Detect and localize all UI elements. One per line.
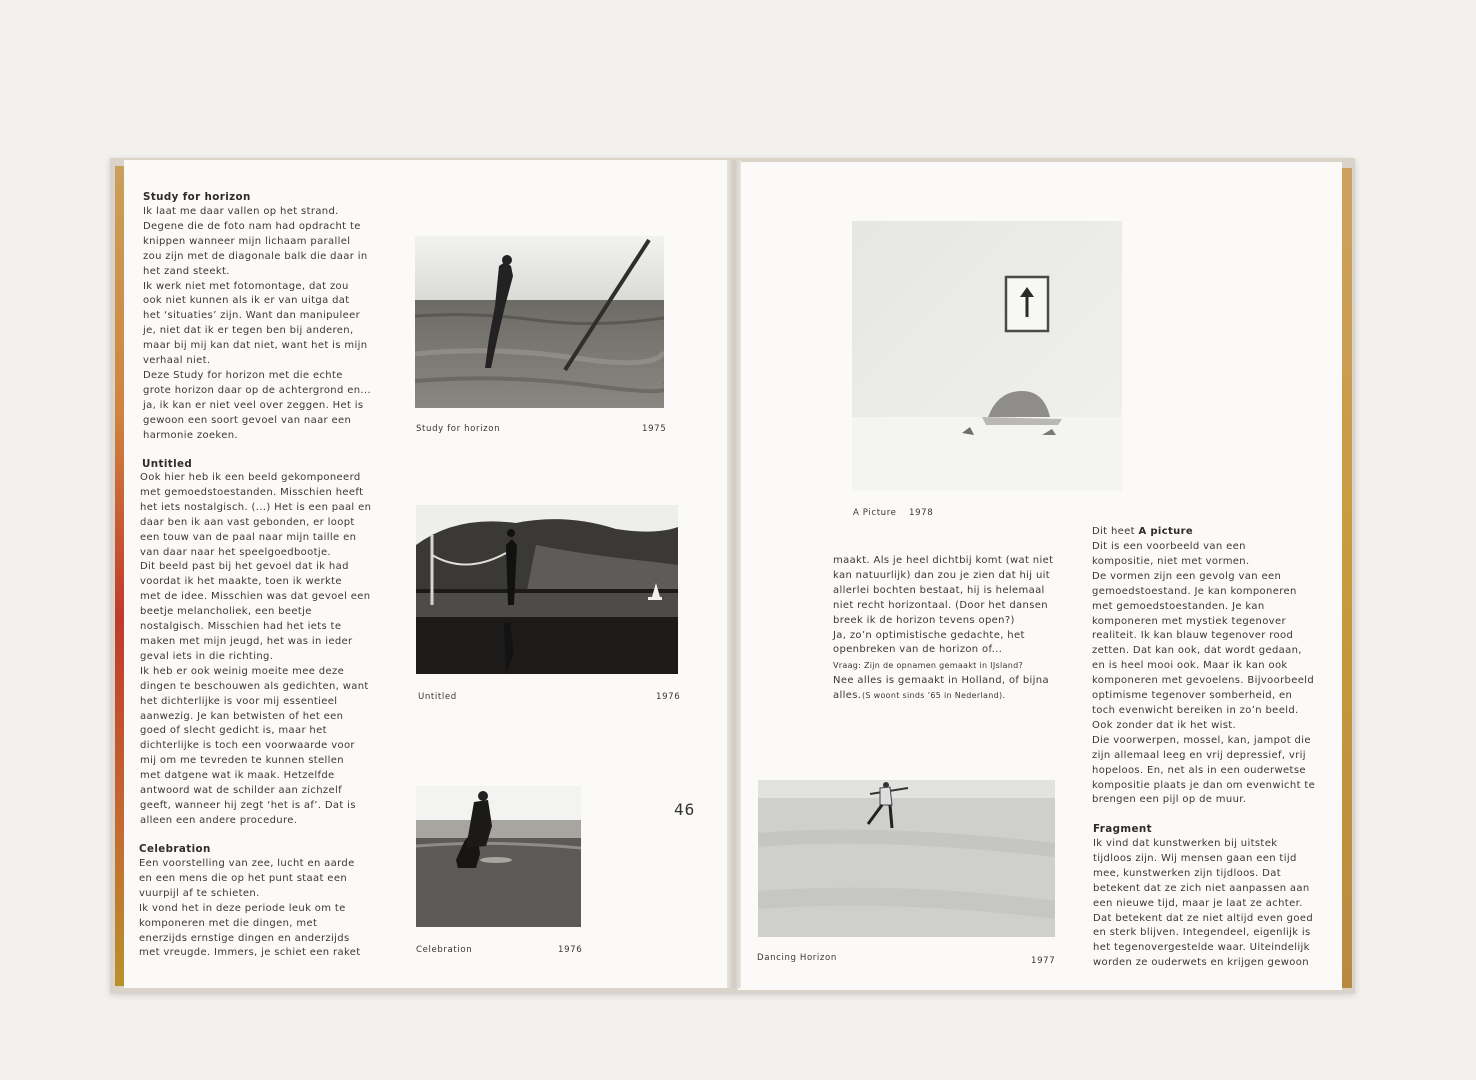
a-picture-heading: A picture — [1138, 526, 1193, 537]
study-body: Ik laat me daar vallen op het strand. Degene die de foto nam had opdracht te knippen wanneer mijn lichaam parallel zou zijn met de diagonale balk die daar in het zand steekt. Ik werk niet met fotomontage, dat zou ook niet kunnen als ik er van uitga dat het ‘situaties’ zijn. Want dan manipuleer je, niet dat ik er tegen ben bij anderen, maar bij mij kan dat niet, want het is mijn verhaal niet. Deze Study for horizon met die echte grote horizon daar op de achtergrond en... ja, ik kan er niet veel over zeggen. Het is gewoon een soort gevoel van naar een harmonie zoeken. — [143, 206, 371, 441]
photo-study-for-horizon — [415, 236, 664, 408]
caption-a-picture-year: 1978 — [909, 508, 934, 518]
a-picture-intro-text: Dit heet — [1092, 526, 1135, 537]
celebration-body: Een voorstelling van zee, lucht en aarde en een mens die op het punt staat een vuurpijl af te schieten. Ik vond het in deze periode leuk om te komponeren met die dingen, met enerzijds ernstige dingen en anderzijds met vreugde. Immers, je schiet een raket — [139, 858, 361, 959]
caption-dancing-title: Dancing Horizon — [757, 953, 837, 963]
page-number: 46 — [674, 800, 696, 819]
middle-text: maakt. Als je heel dichtbij komt (wat niet kan natuurlijk) dan zou je zien dat hij uit allerlei bochten bestaat, hij is helemaal niet recht horizontaal. (Door het dansen breek ik de horizon tevens open?) Ja, zo’n optimistische gedachte, het openbreken van de horizon of... — [833, 555, 1054, 656]
photo-dancing-horizon — [758, 780, 1055, 937]
answer-text: Nee alles is gemaakt in Holland, of bijna alles. — [833, 675, 1049, 701]
book-gutter — [727, 160, 741, 988]
celebration-heading: Celebration — [139, 843, 211, 855]
photo-a-picture — [852, 221, 1122, 491]
study-heading: Study for horizon — [143, 191, 251, 203]
caption-study-year: 1975 — [642, 424, 667, 434]
fragment-heading: Fragment — [1093, 823, 1152, 835]
a-picture-intro — [1092, 525, 1193, 540]
caption-dancing-year: 1977 — [1031, 956, 1056, 966]
fragment-body: Ik vind dat kunstwerken bij uitstek tijdloos zijn. Wij mensen gaan een tijd mee, kunstwerken zijn tijdloos. Dat betekent dat ze zich niet aanpassen aan een nieuwe tijd, maar je laat ze achter. Dat betekent dat ze niet altijd even goed en sterk blijven. Integendeel, eigenlijk is het tegenovergestelde waar. Uiteindelijk worden ze ouderwets en krijgen gewoon — [1093, 838, 1314, 969]
caption-celebration-title: Celebration — [416, 945, 473, 955]
caption-celebration-year: 1976 — [558, 945, 583, 955]
question-text: Vraag: Zijn de opnamen gemaakt in IJsland? — [833, 661, 1023, 670]
caption-untitled-year: 1976 — [656, 692, 681, 702]
untitled-body: Ook hier heb ik een beeld gekomponeerd met gemoedstoestanden. Misschien heeft het iets nostalgisch. (...) Het is een paal en daar ben ik aan vast gebonden, er loopt een touw van de paal naar mijn taille en van daar naar het speelgoedbootje. Dit beeld past bij het gevoel dat ik had voordat ik het maakte, toen ik werkte met de idee. Misschien was dat gevoel een beetje melancholiek, een beetje nostalgisch. Misschien had het iets te maken met mijn jeugd, het was in ieder geval iets in die richting. Ik heb er ook weinig moeite mee deze dingen te beschouwen als gedichten, want het dichterlijke is voor mij essentieel aanwezig. Je kan betwisten of het een goed of slecht gedicht is, maar het dichterlijke is toch een voorwaarde voor mij om me tevreden te kunnen stellen met datgene wat ik maak. Hetzelfde antwoord wat de schilder aan zichzelf geeft, wanneer hij zegt ‘het is af’. Dat is alleen een andere procedure. — [140, 472, 372, 826]
photo-untitled — [416, 505, 678, 674]
answer-note: (S woont sinds ’65 in Nederland). — [862, 691, 1006, 700]
caption-a-picture-title: A Picture — [853, 508, 897, 518]
a-picture-body: Dit is een voorbeeld van een kompositie, niet met vormen. De vormen zijn een gevolg van een gemoedstoestand. Je kan komponeren met gemoedstoestanden. Je kan komponeren met mystiek tegenover realiteit. Ik kan blauw tegenover rood zetten. Dat kan ook, dat wordt gedaan, en is heel mooi ook. Maar ik kan ook komponeren met gevoelens. Bijvoorbeeld optimisme tegenover somberheid, en toch evenwicht bereiken in zo’n beeld. Ook zonder dat ik het wist. Die voorwerpen, mossel, kan, jampot die zijn allemaal leeg en vrij depressief, vrij hopeloos. En, net als in een ouderwetse kompositie plaats je dan om evenwicht te brengen een pijl op de muur. — [1092, 541, 1316, 806]
caption-untitled-title: Untitled — [418, 692, 457, 702]
untitled-heading: Untitled — [142, 458, 193, 470]
caption-study-title: Study for horizon — [416, 424, 501, 434]
photo-celebration — [416, 786, 581, 927]
